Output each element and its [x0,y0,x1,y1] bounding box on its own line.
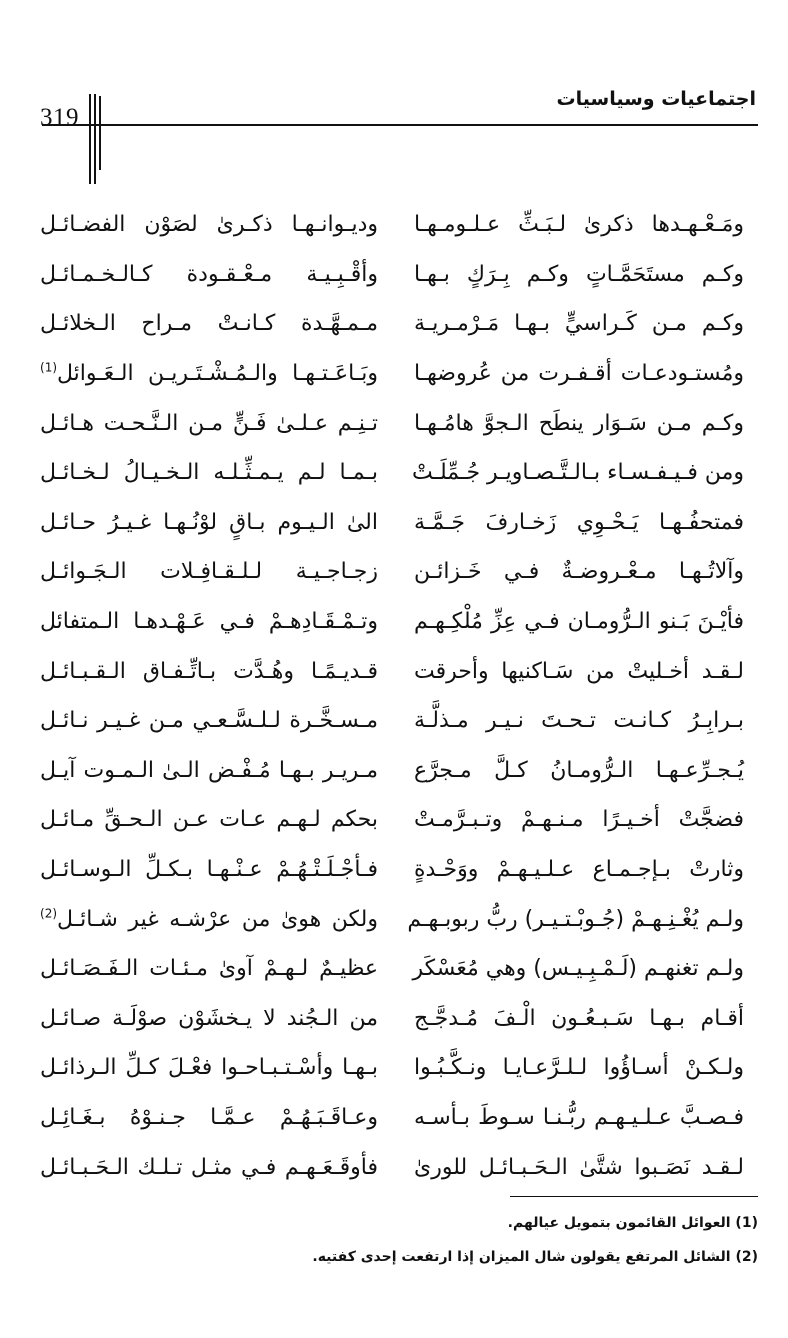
first-hemistich: أقـام بـهـا سَـبـعُـون الْـفَ مُـدجَّـج [414,1005,744,1031]
second-hemistich-text: زجـاجـيـة لـلـقـافِـلات الـجَـوائـل [40,559,378,585]
verse-line [40,1142,752,1192]
verse-line [40,349,752,399]
second-hemistich [40,956,378,981]
second-hemistich [40,659,378,684]
second-hemistich-text: فأوقَـعَـهـم فـي مثـل تـلـك الـحَـبـائـل [40,1154,378,1180]
verse-line [40,299,752,349]
header-vertical-rule [94,94,96,184]
second-hemistich [40,559,378,584]
first-hemistich: ومن فـيـفـسـاء بـالـتَّـصـاويـر جُـمِّلَـتْ [411,460,744,486]
first-hemistich: فـصـبَّ عـلـيـهـم ربُّـنـا سـوطَ بـأسـه [414,1104,744,1130]
first-hemistich: ولـم يُغْـنِـهـمْ (جُـوبْـتـيـر) ربُّ ربوبـهـم [407,906,744,932]
second-hemistich-text: وعـاقَـبَـهُـمْ عـمَّـا جـنـوْهُ بـغَـائِـل [40,1104,378,1130]
first-hemistich: ولـكـنْ أسـاؤُوا لـلـرَّعـايـا ونـكَّـبُـوا [414,1055,744,1081]
second-hemistich [40,510,378,535]
second-hemistich-text: مـسـخَّـرة لـلـسَّـعـي مـن غـيـر نـائـل [40,708,378,734]
second-hemistich [40,1055,378,1080]
second-hemistich-text: من الـجُند لا يـخشَوْن صوْلَـة صـائـل [40,1005,378,1031]
verse-line [40,696,752,746]
second-hemistich [40,460,378,485]
first-hemistich: ومَـعْـهـدها ذكرىٰ لـبَـثِّ عـلـومـهـا [414,212,744,238]
header-rule [42,124,758,126]
second-hemistich-text: مـمـهَّـدة كـانـتْ مـراح الـخلائـل [40,311,378,337]
verse-line [40,597,752,647]
second-hemistich-text: وتـمْـقَـادِهـمْ فـي عَـهْـدهـا الـمتفائل [40,609,378,635]
second-hemistich [40,1006,378,1031]
verse-line [40,795,752,845]
second-hemistich-text: تـنِـم عـلـىٰ فَـنٍّ مـن الـنَّـحـت هـائـل [40,410,378,436]
first-hemistich: فمتحفُـهـا يَـحْـوِي زَخـارفَ جَـمَّـة [414,509,744,535]
first-hemistich: بـرابِـرُ كـانـت تـحـتَ نـيـر مـذلَّـة [414,708,744,734]
verse-line [40,746,752,796]
first-hemistich: لـقـد أخـليتْ من سَـاكنيها وأحرقت [414,658,744,684]
second-hemistich [40,758,378,783]
second-hemistich-text: وأقْـبِـيـة مـعْـقـودة كـالـخـمـائـل [40,261,378,287]
second-hemistich [40,708,378,733]
verse-line [40,1043,752,1093]
page-number: 319 [40,104,79,131]
second-hemistich-text: بحكم لـهـم عـات عـن الـحـقِّ مـائـل [40,807,378,833]
footnotes [312,1206,758,1274]
verse-line [40,250,752,300]
footnote-reference: (2) [40,906,58,921]
header-vertical-rule [99,96,101,170]
second-hemistich-text: عظيـمٌ لـهـمْ آوىٰ مـئـات الـفَـصَـائـل [40,956,378,982]
verse-line [40,200,752,250]
first-hemistich: يُـجـرِّعـهـا الـرُّومـانُ كـلَّ مـجرَّع [414,757,744,783]
first-hemistich: فضجَّتْ أخـيـرًا مـنـهـمْ وتـبـرَّمـتْ [414,807,744,833]
second-hemistich-text: بـمـا لـم يـمـثِّـلـه الـخـيـالُ لـخـائـل [40,460,378,486]
second-hemistich [40,609,378,634]
second-hemistich-text: بـهـا وأسْـتـبـاحـوا فعْـلَ كـلِّ الـرذائـل [40,1055,378,1081]
verse-line [40,845,752,895]
footnote-rule [510,1196,758,1197]
verse-line [40,547,752,597]
footnote-reference: (1) [40,360,58,375]
poem-body [40,200,752,1192]
header-vertical-rule [89,94,91,184]
verse-line [40,894,752,944]
second-hemistich-text: الىٰ الـيـوم بـاقٍ لوْنُـهـا غـيـرُ حـائـل [40,509,378,535]
first-hemistich: فأيْـنَ بَـنو الـرُّومـان فـي عِزِّ مُلْكِـهـم [414,609,744,635]
first-hemistich: ولـم تغنهـم (لَـمْـبِـيـس) وهي مُعَسْكَر [412,956,744,982]
second-hemistich [40,1155,378,1180]
first-hemistich: لـقـد نَصَـبوا شتَّىٰ الـحَـبـائـل للورىٰ [414,1154,744,1180]
second-hemistich [40,807,378,832]
second-hemistich [40,857,378,882]
second-hemistich-text: مـريـر بـهـا مُـفْـض الـىٰ الـمـوت آيـل [40,757,378,783]
second-hemistich-text: وبَـاعَـتـهـا والـمُـشْـتَـريـن الـعَـوائل [57,361,378,387]
second-hemistich [40,411,378,436]
first-hemistich: ومُستـودعـات أقـفـرت من عُروضهـا [414,361,744,387]
first-hemistich: وآلاتُـهـا مـعْـروضـةٌ فـي خَـزائـن [414,559,744,585]
footnote-item: (1) العوائل القائمون بتمويل عيالهم. [507,1215,758,1231]
verse-line [40,448,752,498]
footnote-item: (2) الشائل المرتفع يقولون شال الميزان إذا ارتفعت إحدى كفتيه. [312,1249,758,1265]
running-title: اجتماعيات وسياسيات [556,88,756,110]
second-hemistich-text: قـديـمًـا وهُـدَّت بـاتِّـفـاق الـقـبـائـل [40,658,378,684]
first-hemistich: وكـم مـن كَـراسيٍّ بـهـا مَـرْمـريـة [414,311,744,337]
verse-line [40,646,752,696]
verse-line [40,498,752,548]
second-hemistich [40,262,378,287]
second-hemistich-text: وديـوانـهـا ذكـرىٰ لصَوْن الفضـائـل [40,212,378,238]
first-hemistich: وثارتْ بـإجـمـاع عـلـيـهـمْ ووَحْـدةٍ [414,857,744,883]
second-hemistich [40,212,378,237]
verse-line [40,398,752,448]
verse-line [40,944,752,994]
verse-line [40,994,752,1044]
verse-line [40,1093,752,1143]
second-hemistich [40,361,378,386]
first-hemistich: وكـم مـن سَـوَار ينطَح الـجوَّ هامُـهـا [414,410,744,436]
second-hemistich [40,907,378,932]
second-hemistich-text: ولكن هوىٰ من عرْشـه غير شـائـل [57,906,378,932]
second-hemistich [40,311,378,336]
second-hemistich-text: فـأجْـلَـتْـهُـمْ عـنْـهـا بـكـلِّ الـوسـائـل [40,857,378,883]
first-hemistich: وكـم مستَحَمَّـاتٍ وكـم بِـرَكٍ بـهـا [414,261,744,287]
second-hemistich [40,1105,378,1130]
